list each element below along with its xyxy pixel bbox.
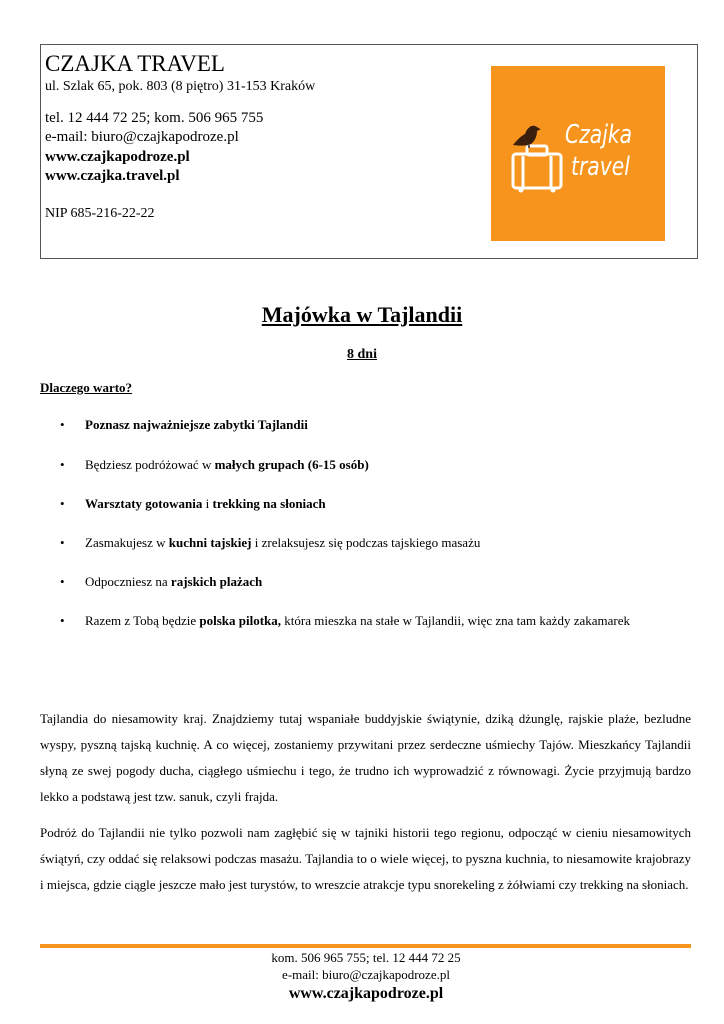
paragraph-2: Podróż do Tajlandii nie tylko pozwoli nam zagłębić się w tajniki historii tego regionu, odpocząć w cieniu niesamowitych świątyń, czy oddać się relaksowi podczas masażu. Tajlandia to o wiele więcej, to pyszna kuchnia, to niesamowite krajobrazy i miejsca, gdzie ciągle jeszcze mało jest turystów, to wreszcie atrakcje typu snorekeling z żółwiami czy trekking na słoniach. <box>40 825 691 892</box>
company-nip: NIP 685-216-22-22 <box>45 206 155 221</box>
section-heading: Dlaczego warto? <box>40 380 133 395</box>
bullet-item <box>60 452 692 478</box>
bullet-text: Razem z Tobą będzie polska pilotka, która mieszka na stałe w Tajlandii, więc zna tam każdy zakamarek <box>85 613 630 628</box>
bullet-dot: • <box>60 574 65 589</box>
bullet-text: Będziesz podróżować w małych grupach (6-15 osób) <box>85 457 369 472</box>
paragraph-1: Tajlandia do niesamowity kraj. Znajdziemy tutaj wspaniałe buddyjskie świątynie, dziką dżunglę, rajskie plaże, bezludne wyspy, pyszną tajską kuchnię. A co więcej, zostaniemy przywitani przez serdeczne uśmiechy Tajów. Mieszkańcy Tajlandii słyną ze swej pogody ducha, ciągłego uśmiechu i tego, że trudno ich wyprowadzić z równowagi. Życie przyjmują bardzo lekko a podstawą jest tzw. sanuk, czyli frajda. <box>40 711 691 804</box>
company-website-1[interactable]: www.czajkapodroze.pl <box>45 149 190 165</box>
bullet-item <box>60 530 692 556</box>
bullet-item <box>60 491 692 517</box>
company-name: CZAJKA TRAVEL <box>45 51 225 76</box>
bullet-text: Zasmakujesz w kuchni tajskiej i zrelaksujesz się podczas tajskiego masażu <box>85 535 481 550</box>
company-header <box>40 44 698 259</box>
company-phones: tel. 12 444 72 25; kom. 506 965 755 <box>45 110 264 126</box>
document-title: Majówka w Tajlandii <box>261 302 463 327</box>
footer-email[interactable]: e-mail: biuro@czajkapodroze.pl <box>282 967 450 982</box>
bullet-text: Poznasz najważniejsze zabytki Tajlandii <box>85 417 308 432</box>
bullet-dot: • <box>60 496 65 511</box>
footer-phones: kom. 506 965 755; tel. 12 444 72 25 <box>271 950 461 965</box>
company-website-2[interactable]: www.czajka.travel.pl <box>45 168 180 184</box>
company-email[interactable]: e-mail: biuro@czajkapodroze.pl <box>45 129 239 145</box>
czajka-travel-logo <box>491 66 665 241</box>
bullet-item <box>60 412 692 438</box>
bullet-item <box>60 608 692 634</box>
bullet-item <box>60 569 692 595</box>
company-address: ul. Szlak 65, pok. 803 (8 piętro) 31-153 Kraków <box>45 79 316 94</box>
footer-divider <box>40 944 691 948</box>
logo-text-czajka: Czajka <box>565 120 633 150</box>
bullet-text: Warsztaty gotowania i trekking na słoniach <box>85 496 326 511</box>
bullet-text: Odpoczniesz na rajskich plażach <box>85 574 263 589</box>
bullet-dot: • <box>60 613 65 628</box>
bullet-dot: • <box>60 535 65 550</box>
bullet-dot: • <box>60 417 65 432</box>
document-subtitle: 8 dni <box>347 347 377 362</box>
footer-website[interactable]: www.czajkapodroze.pl <box>288 985 444 1002</box>
logo-text-travel: travel <box>571 152 630 182</box>
bullet-dot: • <box>60 457 65 472</box>
